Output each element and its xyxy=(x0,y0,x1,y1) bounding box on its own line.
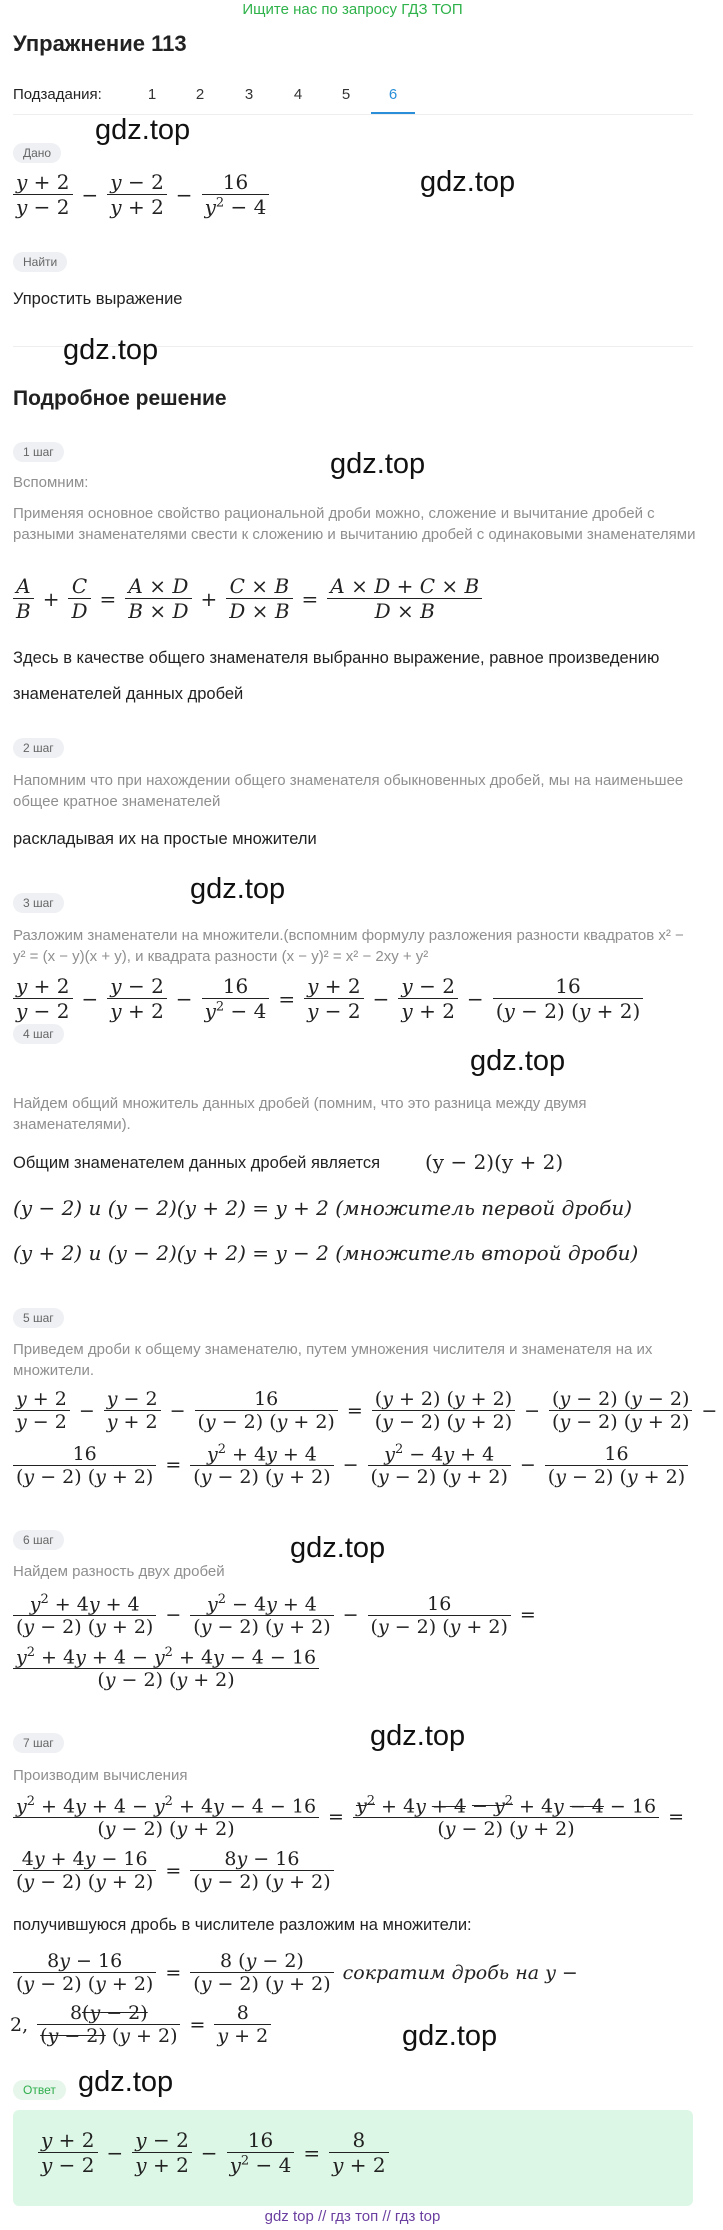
step-7-factor-line-2: 2, $\frac{8(y - 2)}{(y - 2) (y + 2)}$ = $\frac{8}{y + 2}$ xyxy=(10,2002,274,2047)
find-text: Упростить выражение xyxy=(13,290,183,308)
page-title: Упражнение 113 xyxy=(13,31,187,56)
step-7-factor-line-1: $\frac{8y - 16}{(y - 2) (y + 2)}$ = $\frac{8 (y - 2)}{(y - 2) (y + 2)}$ сократим дробь на y − xyxy=(10,1950,584,1995)
find-badge: Найти xyxy=(13,252,67,272)
step-4-line-2: (y + 2) и (y − 2)(y + 2) = y − 2 (множитель второй дроби) xyxy=(13,1241,639,1265)
step-2-note: раскладывая их на простые множители xyxy=(13,830,317,848)
step-1-note: Здесь в качестве общего знаменателя выбранно выражение, равное произведению знаменателей данных дробей xyxy=(13,649,660,703)
step-7-reduce-note: сократим дробь на y − xyxy=(342,1961,578,1984)
step-7-formula-line-1: $\frac{y^2 + 4y + 4 - y^2 + 4y - 4 - 16}{(y - 2) (y + 2)}$ = $\frac{y^2 + 4y + 4 - y^2 + 4y - 4 - 16}{(y - 2) (y + 2)}$ = xyxy=(10,1794,690,1840)
given-expression: $\frac{y + 2}{y - 2}$ − $\frac{y - 2}{y + 2}$ − $\frac{16}{y^2 - 4}$ xyxy=(10,170,272,219)
subtask-tab-1[interactable]: 1 xyxy=(147,86,157,103)
step-4-note: Общим знаменателем данных дробей является xyxy=(13,1154,381,1172)
step-2-text: Напомним что при нахождении общего знаменателя обыкновенных дробей, мы на наименьшее общее кратное знаменателей xyxy=(13,772,684,810)
answer-expression: $\frac{y + 2}{y - 2}$ − $\frac{y - 2}{y + 2}$ − $\frac{16}{y^2 - 4}$ = $\frac{8}{y + 2}$ xyxy=(35,2128,392,2177)
step-6-badge: 6 шаг xyxy=(13,1530,64,1550)
step-4-common-denominator: (y − 2)(y + 2) xyxy=(425,1150,564,1174)
subtasks-label: Подзадания: xyxy=(13,86,102,103)
step-5-badge: 5 шаг xyxy=(13,1308,64,1328)
solution-title: Подробное решение xyxy=(13,387,227,410)
watermark: gdz.top xyxy=(290,1532,386,1564)
step-1-recall: Вспомним: xyxy=(13,474,89,491)
watermark: gdz.top xyxy=(370,1720,466,1752)
subtask-tab-4[interactable]: 4 xyxy=(293,86,303,103)
watermark: gdz.top xyxy=(95,114,191,146)
subtask-tab-3[interactable]: 3 xyxy=(244,86,254,103)
step-4-text: Найдем общий множитель данных дробей (помним, что это разница между двумя знаменателями). xyxy=(13,1095,587,1133)
step-1-badge: 1 шаг xyxy=(13,442,64,462)
step-6-formula-line-2: $\frac{y^2 + 4y + 4 - y^2 + 4y - 4 - 16}{(y - 2) (y + 2)}$ xyxy=(10,1645,322,1691)
watermark: gdz.top xyxy=(470,1045,566,1077)
subtask-tab-5[interactable]: 5 xyxy=(341,86,351,103)
answer-badge: Ответ xyxy=(13,2080,66,2100)
given-badge: Дано xyxy=(13,143,61,163)
step-7-note: получившуюся дробь в числителе разложим на множители: xyxy=(13,1916,472,1934)
step-7-reduce-tail: 2, xyxy=(10,2013,29,2036)
step-6-formula-line-1: $\frac{y^2 + 4y + 4}{(y - 2) (y + 2)}$ − $\frac{y^2 - 4y + 4}{(y - 2) (y + 2)}$ − $\frac{16}{(y - 2) (y + 2)}$ = xyxy=(10,1592,542,1638)
footer-links[interactable]: gdz top // гдз топ // гдз top xyxy=(264,2208,441,2225)
subtask-tab-2[interactable]: 2 xyxy=(195,86,205,103)
step-7-formula-line-2: $\frac{4y + 4y - 16}{(y - 2) (y + 2)}$ = $\frac{8y - 16}{(y - 2) (y + 2)}$ xyxy=(10,1848,337,1893)
watermark: gdz.top xyxy=(78,2066,174,2098)
search-banner[interactable]: Ищите нас по запросу ГДЗ ТОП xyxy=(242,1,463,18)
subtask-tab-6[interactable]: 6 xyxy=(388,86,398,103)
step-5-formula-line-1: $\frac{y + 2}{y - 2}$ − $\frac{y - 2}{y + 2}$ − $\frac{16}{(y - 2) (y + 2)}$ = $\frac{(y + 2) (y + 2)}{(y - 2) (y + 2)}$ − $\frac{(y - 2) (y - 2)}{(y - 2) (y + 2)}$ − xyxy=(10,1388,723,1433)
step-5-formula-line-2: $\frac{16}{(y - 2) (y + 2)}$ = $\frac{y^2 + 4y + 4}{(y - 2) (y + 2)}$ − $\frac{y^2 - 4y + 4}{(y - 2) (y + 2)}$ − $\frac{16}{(y - 2) (y + 2)}$ xyxy=(10,1442,691,1488)
step-7-text: Производим вычисления xyxy=(13,1767,188,1784)
watermark: gdz.top xyxy=(63,334,159,366)
step-2-badge: 2 шаг xyxy=(13,738,64,758)
step-6-text: Найдем разность двух дробей xyxy=(13,1563,225,1580)
watermark: gdz.top xyxy=(190,873,286,905)
watermark: gdz.top xyxy=(330,448,426,480)
step-3-badge: 3 шаг xyxy=(13,893,64,913)
watermark: gdz.top xyxy=(420,166,516,198)
step-1-formula: $\frac{A}{B}$ + $\frac{C}{D}$ = $\frac{A \times D}{B \times D}$ + $\frac{C \times B}{D \times B}$ = $\frac{A \times D + C \times B}{D \times B}$ xyxy=(10,574,485,623)
step-5-text: Приведем дроби к общему знаменателю, путем умножения числителя и знаменателя на их множители. xyxy=(13,1341,653,1379)
watermark: gdz.top xyxy=(402,2020,498,2052)
step-4-line-1: (y − 2) и (y − 2)(y + 2) = y + 2 (множитель первой дроби) xyxy=(13,1196,633,1220)
step-7-badge: 7 шаг xyxy=(13,1733,64,1753)
active-tab-indicator xyxy=(371,112,415,114)
step-4-badge: 4 шаг xyxy=(13,1024,64,1044)
step-1-text: Применяя основное свойство рациональной дроби можно, сложение и вычитание дробей с разными знаменателями свести к сложению и вычитанию дробей с одинаковыми знаменателями xyxy=(13,505,696,543)
step-3-text: Разложим знаменатели на множители.(вспомним формулу разложения разности квадратов x² − y² = (x − y)(x + y), и квадрата разности (x − y)² = x² − 2xy + y² xyxy=(13,927,684,965)
step-3-formula: $\frac{y + 2}{y - 2}$ − $\frac{y - 2}{y + 2}$ − $\frac{16}{y^2 - 4}$ = $\frac{y + 2}{y - 2}$ − $\frac{y - 2}{y + 2}$ − $\frac{16}{(y - 2) (y + 2)}$ xyxy=(10,974,646,1023)
